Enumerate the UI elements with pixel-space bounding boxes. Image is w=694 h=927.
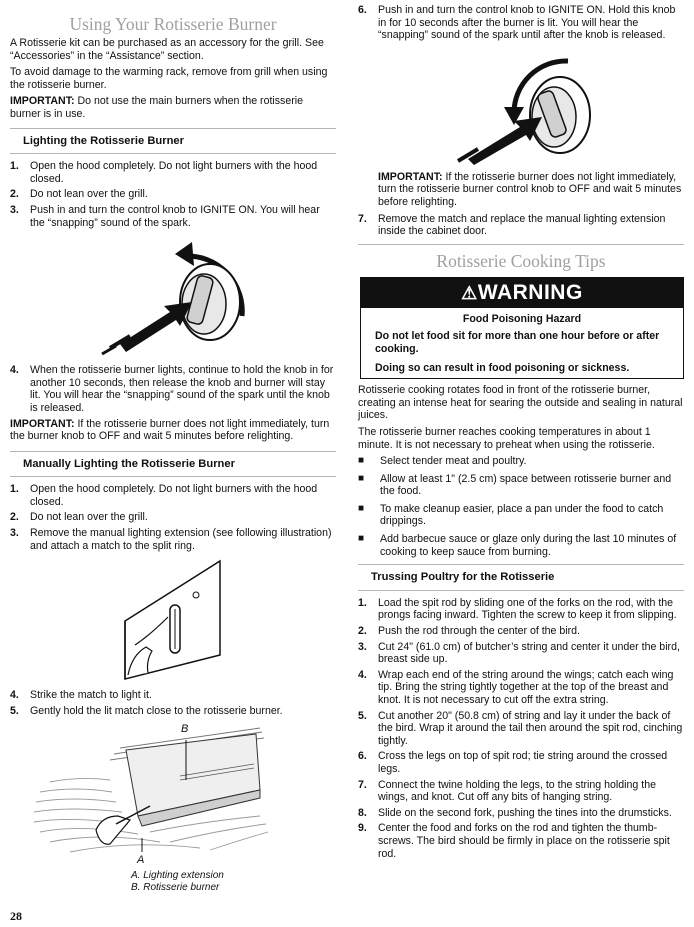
knob-illustration bbox=[10, 232, 336, 360]
step-item bbox=[358, 750, 684, 775]
bullet-icon: ■ bbox=[358, 455, 365, 467]
bullet-icon: ■ bbox=[358, 502, 365, 514]
list-item bbox=[358, 533, 684, 558]
caption-a: A. Lighting extension bbox=[131, 870, 224, 882]
important-label: IMPORTANT: bbox=[10, 417, 75, 430]
step-text: Connect the twine holding the legs, to the string holding the wings, and knot. Cut off any bits of hanging string. bbox=[378, 778, 656, 804]
step-number: 7. bbox=[358, 778, 367, 791]
step-number: 6. bbox=[358, 750, 367, 763]
step-text: Open the hood completely. Do not light burners with the hood closed. bbox=[30, 160, 318, 185]
trussing-heading: Trussing Poultry for the Rotisserie bbox=[358, 564, 684, 590]
step-item bbox=[10, 160, 336, 185]
extension-illustration bbox=[10, 555, 336, 681]
step-text: Cut another 20" (50.8 cm) of string and lay it under the back of the bird. Wrap it around the tail then around the spit rod, cinching tightly. bbox=[378, 709, 683, 747]
list-item-text: To make cleanup easier, place a pan under the food to catch drippings. bbox=[380, 502, 664, 528]
figure-caption bbox=[10, 870, 336, 894]
important-label: IMPORTANT: bbox=[378, 170, 443, 183]
step-number: 4. bbox=[10, 689, 19, 702]
list-item bbox=[358, 503, 684, 528]
list-item bbox=[358, 473, 684, 498]
warning-body bbox=[361, 308, 683, 378]
lighting-steps bbox=[10, 160, 336, 229]
step-item bbox=[10, 188, 336, 201]
step-item bbox=[10, 364, 336, 414]
warning-header bbox=[361, 278, 683, 308]
step-number: 5. bbox=[358, 709, 367, 722]
section-title: Using Your Rotisserie Burner bbox=[69, 14, 277, 34]
paragraph: The rotisserie burner reaches cooking temperatures in about 1 minute. It is not necessary to preheat when using the rotisserie. bbox=[358, 425, 655, 451]
step-item bbox=[358, 625, 684, 638]
step-item bbox=[10, 527, 336, 552]
step-item bbox=[358, 641, 684, 666]
important-note bbox=[10, 95, 336, 120]
caption-b: B. Rotisserie burner bbox=[131, 882, 220, 894]
list-item-text: Allow at least 1" (2.5 cm) space between rotisserie burner and the food. bbox=[380, 472, 672, 498]
warning-line: Doing so can result in food poisoning or sickness. bbox=[375, 361, 630, 374]
warning-box bbox=[360, 277, 684, 379]
important-text: If the rotisserie burner does not light immediately, turn the rotisserie burner control knob to OFF and wait 5 minutes before relighting. bbox=[378, 170, 682, 208]
step-text: Push the rod through the center of the bird. bbox=[378, 625, 581, 638]
step-number: 3. bbox=[10, 203, 19, 216]
important-text: Do not use the main burners when the rotisserie burner is in use. bbox=[10, 95, 304, 120]
step-number: 3. bbox=[10, 527, 19, 540]
intro-paragraph: A Rotisserie kit can be purchased as an accessory for the grill. See “Accessories” in the “Assistance” section. bbox=[10, 37, 324, 62]
left-column bbox=[10, 0, 336, 894]
list-item bbox=[358, 455, 684, 468]
step-number: 7. bbox=[358, 212, 367, 225]
step-number: 1. bbox=[358, 596, 367, 609]
list-item-text: Add barbecue sauce or glaze only during the last 10 minutes of cooking to keep sauce from burning. bbox=[380, 533, 677, 558]
step-number: 1. bbox=[10, 483, 19, 496]
tips-title: Rotisserie Cooking Tips bbox=[436, 250, 606, 271]
bullet-icon: ■ bbox=[358, 472, 365, 484]
step-text: Push in and turn the control knob to IGNITE ON. You will hear the “snapping” sound of the spark. bbox=[30, 203, 320, 229]
step-text: Remove the match and replace the manual lighting extension inside the cabinet door. bbox=[378, 212, 666, 238]
step-number: 9. bbox=[358, 822, 367, 835]
burner-illustration bbox=[10, 720, 336, 870]
step-text: Gently hold the lit match close to the rotisserie burner. bbox=[30, 704, 283, 717]
page-number: 28 bbox=[10, 909, 22, 923]
step-number: 8. bbox=[358, 806, 367, 819]
knob-illustration-2 bbox=[358, 45, 684, 165]
step-item bbox=[358, 807, 684, 820]
step-text: Center the food and forks on the rod and tighten the thumb-screws. The bird should be firmly in place on the rotisserie spit rod. bbox=[378, 822, 670, 860]
step-text: Open the hood completely. Do not light burners with the hood closed. bbox=[30, 483, 318, 508]
manual-heading: Manually Lighting the Rotisserie Burner bbox=[10, 451, 336, 477]
trussing-steps bbox=[358, 597, 684, 860]
step-text: Remove the manual lighting extension (see following illustration) and attach a match to the split ring. bbox=[30, 527, 332, 552]
hazard-title: Food Poisoning Hazard bbox=[462, 312, 582, 325]
step-item bbox=[10, 689, 336, 702]
paragraph: Rotisserie cooking rotates food in front of the rotisserie burner, creating an intense heat for searing the outside and sealing in natural juices. bbox=[358, 384, 683, 422]
step-text: Slide on the second fork, pushing the tines into the drumsticks. bbox=[378, 806, 672, 819]
step-item bbox=[358, 669, 684, 707]
important-text: If the rotisserie burner does not light immediately, turn the burner knob to OFF and wait 5 minutes before relighting. bbox=[10, 417, 330, 443]
step-text: When the rotisserie burner lights, continue to hold the knob in for another 10 seconds, then release the knob and burner will stay lit. You will hear the “snapping” sound of the spark until the knob is released. bbox=[30, 364, 334, 414]
step-text: Do not lean over the grill. bbox=[30, 188, 148, 201]
step-item bbox=[10, 705, 336, 718]
right-column bbox=[358, 0, 684, 863]
step-text: Strike the match to light it. bbox=[30, 689, 152, 702]
label-a: A bbox=[137, 854, 145, 867]
step-number: 2. bbox=[10, 188, 19, 201]
step-item bbox=[358, 710, 684, 748]
step-item bbox=[10, 483, 336, 508]
lighting-heading: Lighting the Rotisserie Burner bbox=[10, 128, 336, 154]
warning-word: WARNING bbox=[477, 280, 583, 304]
step-number: 2. bbox=[358, 625, 367, 638]
step-item bbox=[10, 204, 336, 229]
step-number: 4. bbox=[10, 364, 19, 377]
step-text: Cross the legs on top of spit rod; tie string around the crossed legs. bbox=[378, 750, 668, 775]
important-note bbox=[10, 418, 336, 443]
step-text: Do not lean over the grill. bbox=[30, 511, 148, 524]
warming-rack-note: To avoid damage to the warming rack, remove from grill when using the rotisserie burner. bbox=[10, 66, 328, 91]
step-text: Wrap each end of the string around the wings; catch each wing tip. Bring the string tightly together at the top of the breast and knot. It is not necessary to cut off the extra string. bbox=[378, 668, 674, 706]
step-item bbox=[358, 822, 684, 860]
list-item-text: Select tender meat and poultry. bbox=[380, 455, 527, 468]
step-number: 6. bbox=[358, 4, 367, 16]
step-item bbox=[10, 511, 336, 524]
step-number: 5. bbox=[10, 704, 19, 717]
bullet-icon: ■ bbox=[358, 533, 365, 545]
step-text: Push in and turn the control knob to IGNITE ON. Hold this knob in for 10 seconds after the burner is lit. You will hear the “snapping” sound of the spark until after the knob is released. bbox=[378, 4, 676, 42]
step-number: 1. bbox=[10, 160, 19, 173]
step-text: Cut 24" (61.0 cm) of butcher’s string and center it under the bird, breast side up. bbox=[378, 640, 680, 666]
step-item bbox=[358, 4, 684, 42]
step-number: 4. bbox=[358, 668, 367, 681]
tips-list bbox=[358, 455, 684, 558]
label-b: B bbox=[181, 723, 189, 736]
step-item bbox=[358, 597, 684, 622]
important-note bbox=[358, 171, 684, 209]
important-label: IMPORTANT: bbox=[10, 95, 75, 108]
step-item bbox=[358, 213, 684, 238]
step-text: Load the spit rod by sliding one of the forks on the rod, with the prongs facing inward. Tighten the screw to keep it from slipping. bbox=[378, 596, 677, 622]
step-number: 3. bbox=[358, 640, 367, 653]
manual-steps bbox=[10, 483, 336, 552]
warning-icon: ⚠ bbox=[461, 282, 478, 303]
step-item bbox=[358, 779, 684, 804]
warning-line: Do not let food sit for more than one hour before or after cooking. bbox=[375, 330, 660, 355]
step-number: 2. bbox=[10, 511, 19, 524]
